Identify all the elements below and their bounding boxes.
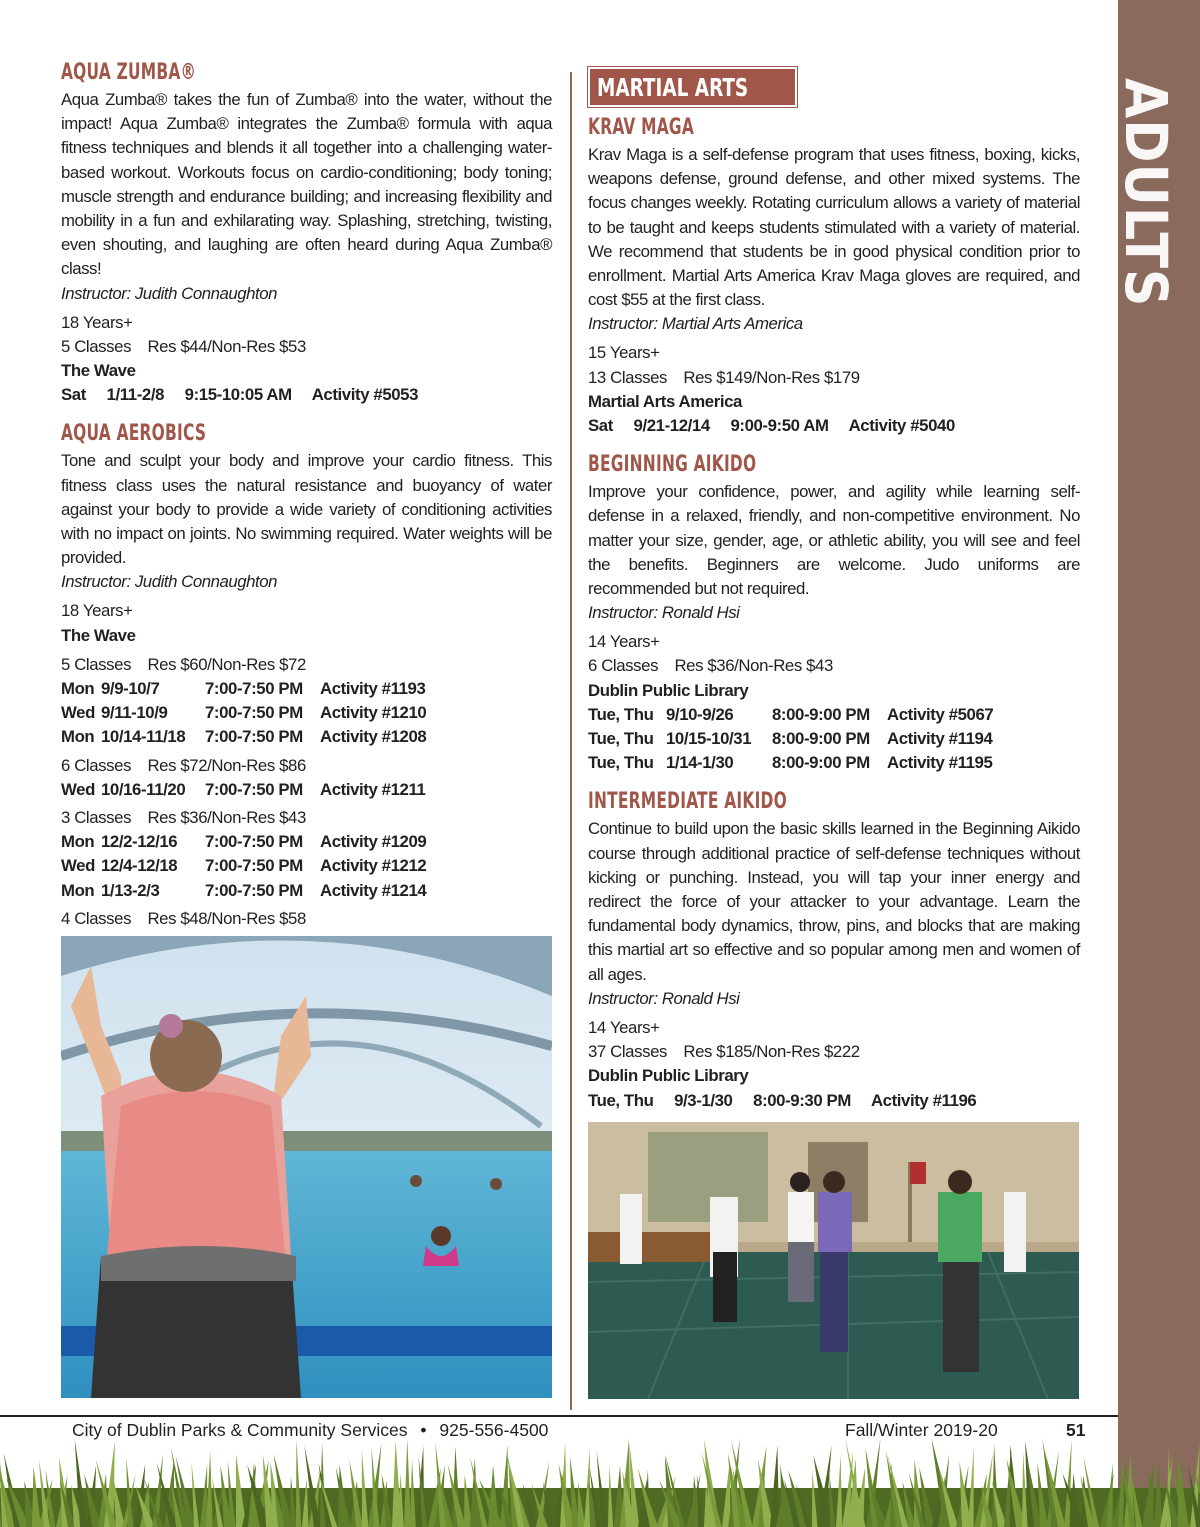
instructor: Instructor: Ronald Hsi: [588, 603, 740, 623]
schedule-row: Tue, Thu 9/3-1/30 8:00-9:30 PM Activity #1196: [588, 1090, 977, 1110]
instructor: Instructor: Martial Arts America: [588, 314, 803, 334]
schedule-cell: 7:00-7:50 PM: [205, 727, 303, 747]
schedule-cell: Activity #1214: [320, 880, 427, 900]
schedule-cell: Activity #1209: [320, 832, 427, 852]
schedule-cell: 12/2-12/16: [101, 832, 178, 852]
schedule-cell: 8:00-9:00 PM: [772, 729, 870, 749]
section-description: Improve your confidence, power, and agility while learning self-defense in a relaxed, friendly, and non-competitive environment. No matter your size, gender, age, or athletic ability, you will see and feel the benefits. Beginners are welcome. Judo uniforms are recommended but not required.: [588, 482, 1080, 599]
category-banner: [588, 67, 797, 107]
grass-blade: [968, 1447, 974, 1527]
fee: 4 Classes Res $48/Non-Res $58: [61, 908, 306, 928]
schedule-row: [61, 701, 426, 725]
schedule-cell: Activity #1195: [887, 753, 993, 773]
schedule-cell: Wed: [61, 856, 95, 876]
page-number: 51: [1066, 1420, 1086, 1440]
schedule-cell: Activity #1211: [320, 779, 426, 799]
section-title: AQUA AEROBICS: [61, 421, 207, 447]
fee: 6 Classes Res $36/Non-Res $43: [588, 656, 833, 676]
schedule-cell: Mon: [61, 880, 95, 900]
schedule-row: Sat 9/21-12/14 9:00-9:50 AM Activity #5040: [588, 416, 955, 436]
schedule-cell: Wed: [61, 703, 95, 723]
schedule-cell: 10/14-11/18: [101, 727, 186, 747]
fee: 6 Classes Res $72/Non-Res $86: [61, 755, 306, 775]
section-title: BEGINNING AIKIDO: [588, 452, 757, 478]
schedule-cell: Activity #1210: [320, 703, 427, 723]
schedule-cell: 7:00-7:50 PM: [205, 679, 303, 699]
section-title: KRAV MAGA: [588, 115, 695, 140]
schedule-cell: 8:00-9:00 PM: [772, 753, 870, 773]
schedule-row: [588, 703, 993, 727]
grass-blade: [404, 1439, 411, 1527]
schedule-row: [61, 830, 426, 854]
schedule-cell: 7:00-7:50 PM: [205, 703, 303, 723]
krav-maga-section: [588, 115, 1080, 438]
schedule-cell: 7:00-7:50 PM: [205, 880, 303, 900]
instructor: Instructor: Judith Connaughton: [61, 572, 277, 592]
right-column: [588, 60, 1080, 1123]
schedule-cell: Activity #1194: [887, 729, 993, 749]
schedule-cell: Mon: [61, 679, 95, 699]
footer-bullet: •: [420, 1420, 427, 1440]
schedule-cell: Tue, Thu: [588, 753, 654, 773]
schedule-table: [61, 677, 426, 750]
schedule-cell: Wed: [61, 779, 95, 799]
schedule-cell: Mon: [61, 727, 95, 747]
location: The Wave: [61, 625, 136, 645]
section-description: Aqua Zumba® takes the fun of Zumba® into the water, without the impact! Aqua Zumba® integrates the Zumba® formula with aqua fitness techniques and blends it all together into a challenging water-based workout. Workouts focus on cardio-conditioning; body toning; muscle strength and endurance building; and increasing flexibility and mobility in a fun and exhilarating way. Splashing, stretching, twisting, even shouting, and laughing are often heard during Aqua Zumba® class!: [61, 90, 552, 279]
schedule-cell: Tue, Thu: [588, 729, 654, 749]
schedule-row: [61, 778, 425, 802]
aqua-aerobics-section: [61, 421, 552, 955]
fee: 3 Classes Res $36/Non-Res $43: [61, 808, 306, 828]
grass-decoration: [0, 1438, 1200, 1527]
section-label: ADULTS: [1112, 78, 1180, 308]
category-banner-label: MARTIAL ARTS: [597, 73, 749, 102]
aikido-class-photo: [588, 1122, 1079, 1399]
schedule-cell: Tue, Thu: [588, 704, 654, 724]
age-range: 18 Years+: [61, 601, 133, 621]
aqua-zumba-photo: [61, 936, 552, 1398]
left-column: [61, 60, 552, 965]
schedule-cell: 10/16-11/20: [101, 779, 186, 799]
section-title: INTERMEDIATE AIKIDO: [588, 789, 787, 815]
footer-season: Fall/Winter 2019-20: [845, 1420, 998, 1440]
schedule-cell: 1/14-1/30: [666, 753, 734, 773]
schedule-row: [61, 854, 426, 878]
schedule-table: [61, 830, 426, 903]
section-title: AQUA ZUMBA®: [61, 60, 197, 85]
schedule-table: [588, 703, 993, 776]
schedule-row: [61, 725, 426, 749]
schedule-cell: Activity #5067: [887, 704, 994, 724]
location: The Wave: [61, 361, 136, 381]
schedule-cell: 7:00-7:50 PM: [205, 856, 303, 876]
schedule-cell: 9/9-10/7: [101, 679, 160, 699]
column-divider: [570, 72, 572, 1410]
grass-blade: [296, 1439, 301, 1527]
fee: 5 Classes Res $44/Non-Res $53: [61, 336, 306, 356]
schedule-cell: 7:00-7:50 PM: [205, 779, 303, 799]
schedule-cell: 10/15-10/31: [666, 729, 752, 749]
age-range: 14 Years+: [588, 1017, 660, 1037]
location: Dublin Public Library: [588, 680, 749, 700]
age-range: 18 Years+: [61, 312, 133, 332]
fee: 37 Classes Res $185/Non-Res $222: [588, 1042, 860, 1062]
fee: 13 Classes Res $149/Non-Res $179: [588, 367, 860, 387]
schedule-cell: 9/10-9/26: [666, 704, 734, 724]
instructor: Instructor: Ronald Hsi: [588, 988, 740, 1008]
footer-rule: [0, 1415, 1118, 1417]
schedule-cell: Activity #1208: [320, 727, 427, 747]
schedule-groups: [61, 653, 552, 955]
section-description: Krav Maga is a self-defense program that uses fitness, boxing, kicks, weapons defense, ground defense, and other mixed systems. The focus changes weekly. Rotating curriculum allows a variety of material to be taught and keeps students stimulated with a variety of material. We recommend that students be in good physical condition prior to enrollment. Martial Arts America Krav Maga gloves are required, and cost $55 at the first class.: [588, 145, 1080, 310]
section-sidebar: [1112, 0, 1200, 1527]
aqua-zumba-section: [61, 60, 552, 407]
section-description: Continue to build upon the basic skills learned in the Beginning Aikido course through additional practice of self-defense techniques without kicking or punching. Instead, you will tap your inner energy and redirect the force of your attacker to your advantage. Learn the fundamental body dynamics, throw, pins, and blocks that are making this martial art so effective and so popular among men and women of all ages.: [588, 819, 1080, 984]
footer-phone: 925-556-4500: [439, 1420, 549, 1440]
age-range: 15 Years+: [588, 343, 660, 363]
schedule-cell: 9/11-10/9: [101, 703, 168, 723]
schedule-cell: Activity #1193: [320, 679, 426, 699]
schedule-row: Sat 1/11-2/8 9:15-10:05 AM Activity #5053: [61, 385, 419, 405]
schedule-table: [61, 778, 425, 802]
schedule-row: [588, 751, 993, 775]
fee: 5 Classes Res $60/Non-Res $72: [61, 654, 306, 674]
schedule-cell: Activity #1212: [320, 856, 427, 876]
location: Martial Arts America: [588, 391, 742, 411]
schedule-row: [588, 727, 993, 751]
schedule-row: [61, 677, 426, 701]
section-description: Tone and sculpt your body and improve your cardio fitness. This fitness class uses the natural resistance and buoyancy of water against your body to provide a wide variety of conditioning activities with no impact on joints. No swimming required. Water weights will be provided.: [61, 451, 552, 568]
schedule-cell: 8:00-9:00 PM: [772, 704, 870, 724]
age-range: 14 Years+: [588, 632, 660, 652]
schedule-row: [61, 879, 426, 903]
schedule-cell: Mon: [61, 832, 95, 852]
beginning-aikido-section: [588, 452, 1080, 775]
schedule-cell: 12/4-12/18: [101, 856, 178, 876]
footer-org: City of Dublin Parks & Community Services: [72, 1420, 408, 1440]
location: Dublin Public Library: [588, 1066, 749, 1086]
schedule-cell: 7:00-7:50 PM: [205, 832, 303, 852]
intermediate-aikido-section: [588, 789, 1080, 1112]
schedule-cell: 1/13-2/3: [101, 880, 160, 900]
instructor: Instructor: Judith Connaughton: [61, 283, 277, 303]
grass-blade: [770, 1445, 779, 1527]
